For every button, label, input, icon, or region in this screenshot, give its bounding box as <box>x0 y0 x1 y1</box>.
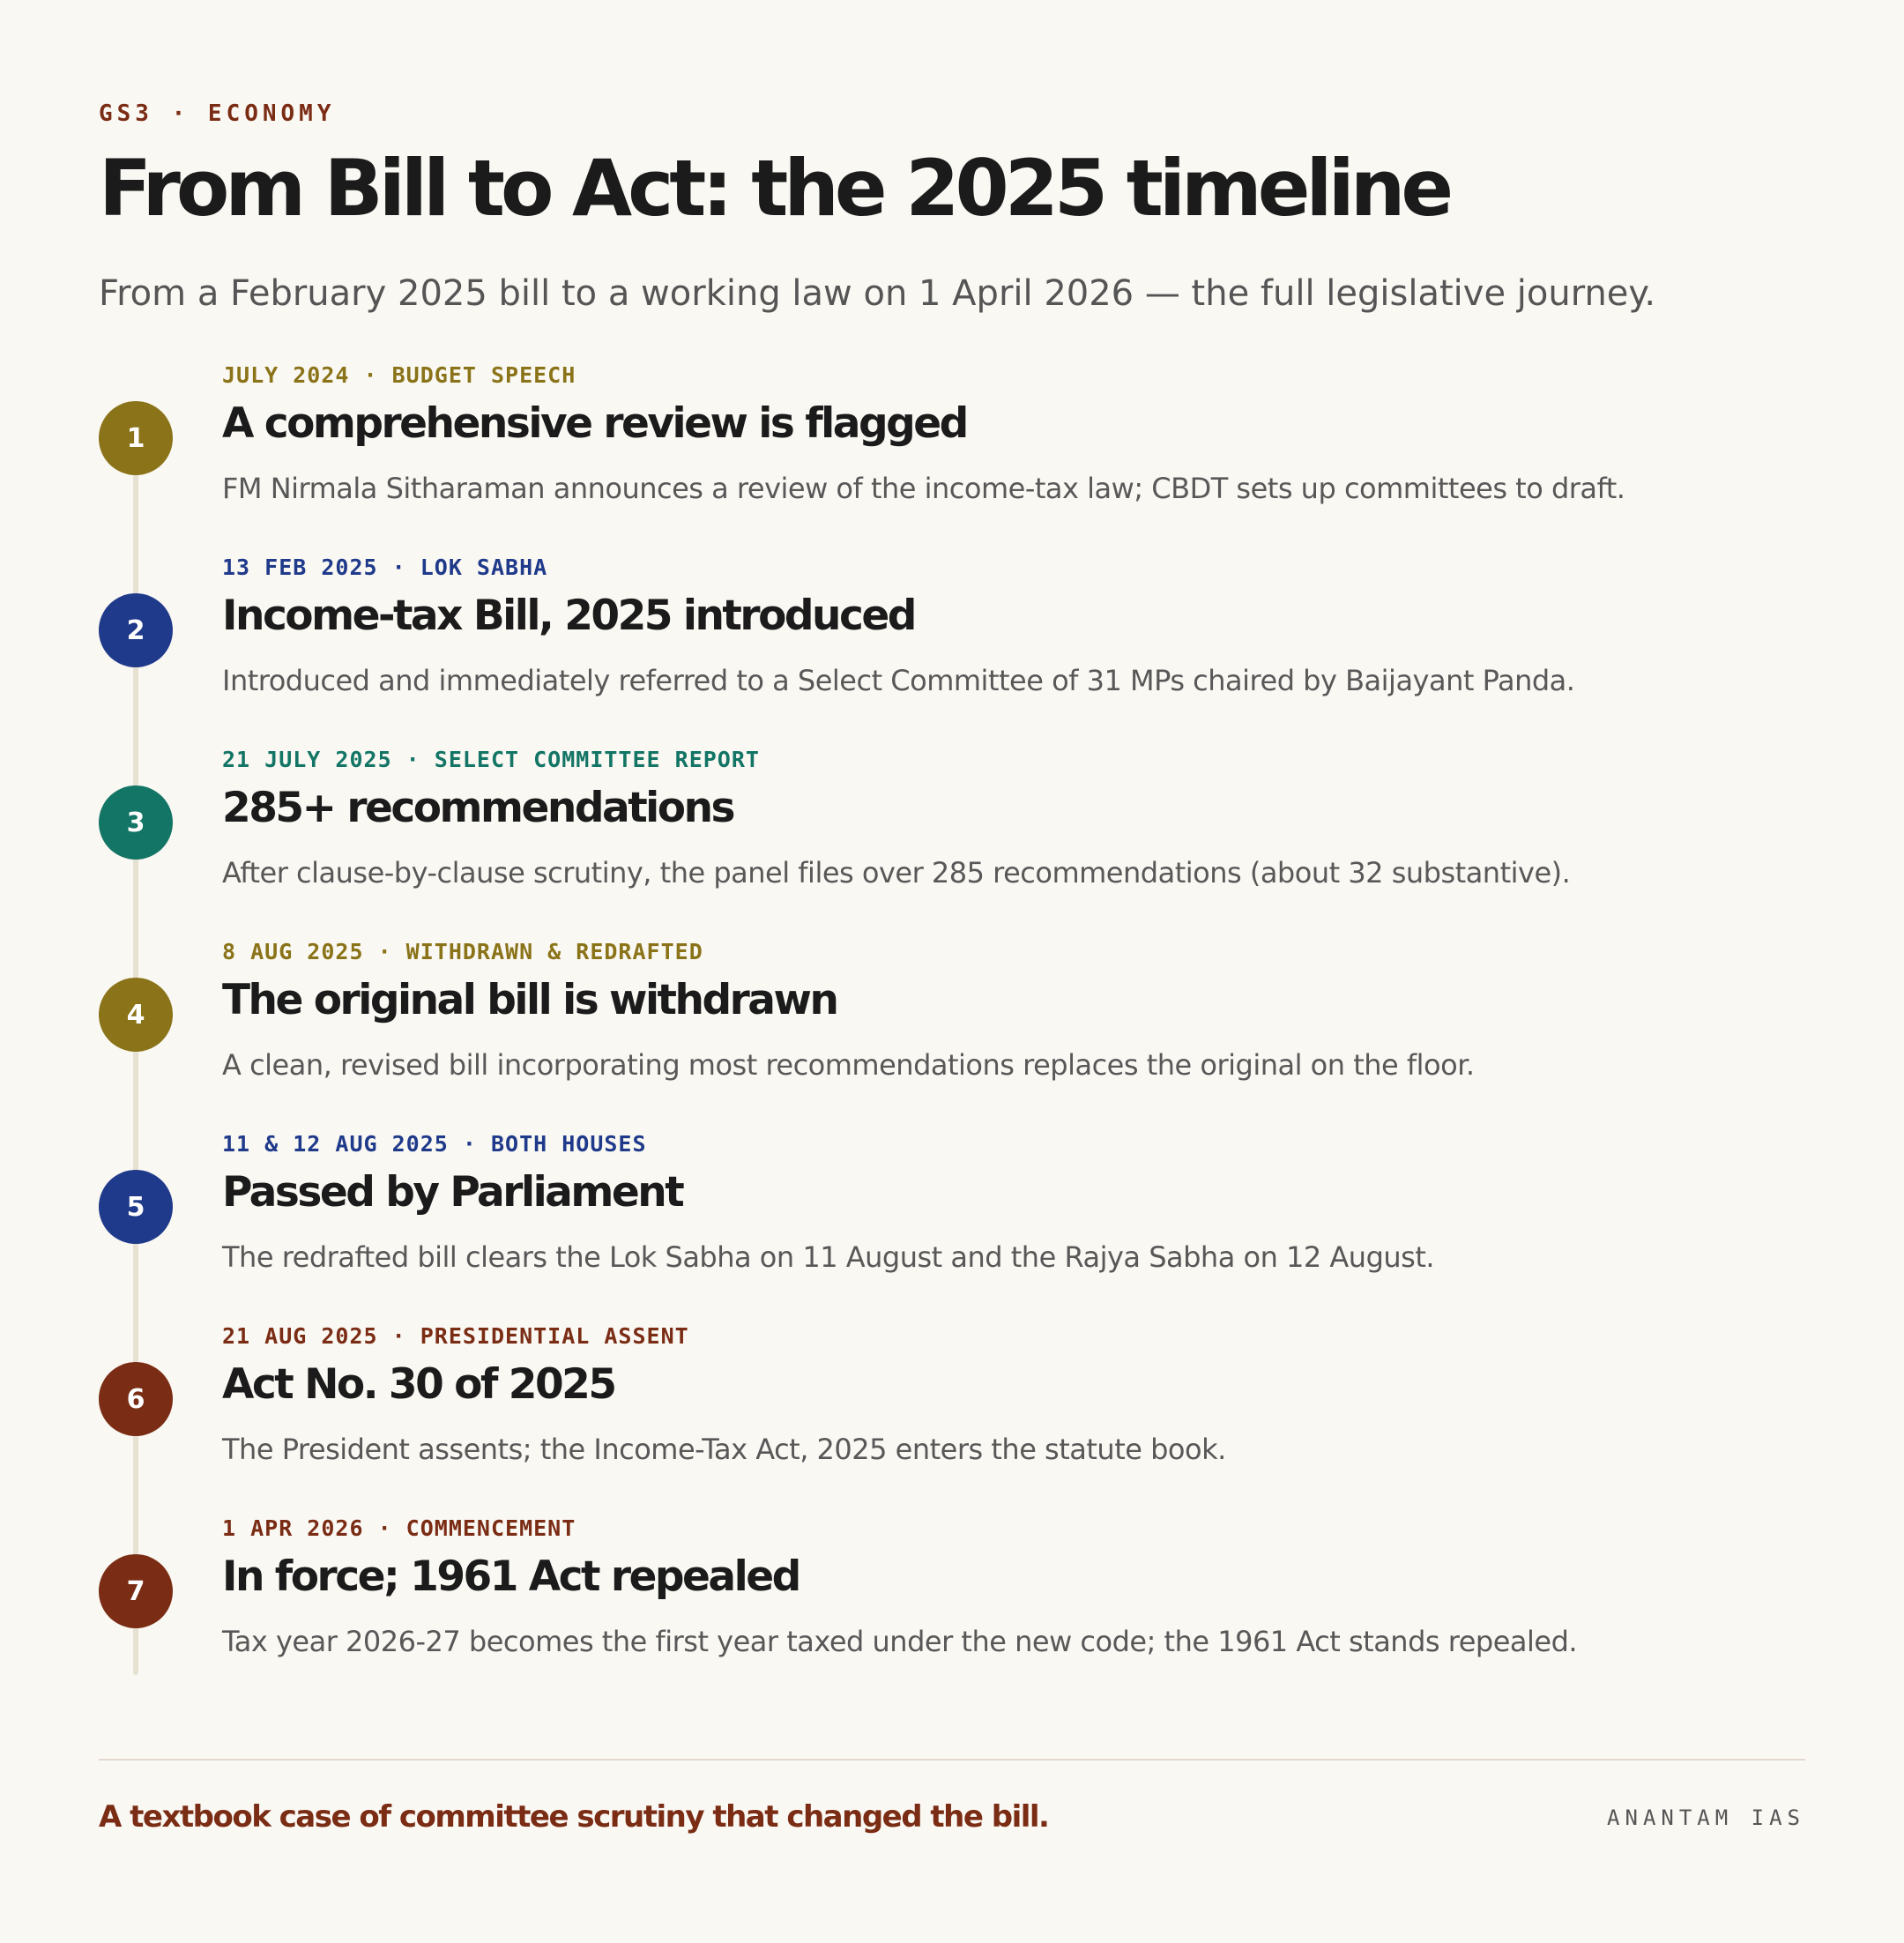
timeline-page <box>99 0 1805 1943</box>
step-number-badge: 2 <box>99 593 173 667</box>
step-date-label: JULY 2024 · BUDGET SPEECH <box>222 362 576 388</box>
page-title: From Bill to Act: the 2025 timeline <box>99 143 1450 234</box>
page-subtitle: From a February 2025 bill to a working law on 1 April 2026 — the full legislative journey. <box>99 273 1656 314</box>
step-description: After clause-by-clause scrutiny, the panel files over 285 recommendations (about 32 substantive). <box>222 856 1571 890</box>
step-title: Income-tax Bill, 2025 introduced <box>222 592 915 640</box>
step-description: The redrafted bill clears the Lok Sabha on 11 August and the Rajya Sabha on 12 August. <box>222 1240 1435 1274</box>
step-number-badge: 6 <box>99 1362 173 1436</box>
timeline-step-7 <box>99 1515 1805 1746</box>
step-date-label: 8 AUG 2025 · WITHDRAWN & REDRAFTED <box>222 939 703 964</box>
step-description: Introduced and immediately referred to a Select Committee of 31 MPs chaired by Baijayant Panda. <box>222 664 1575 697</box>
footer-takeaway: A textbook case of committee scrutiny that changed the bill. <box>99 1799 1049 1835</box>
step-number-badge: 7 <box>99 1554 173 1628</box>
step-title: A comprehensive review is flagged <box>222 399 967 448</box>
step-date-label: 13 FEB 2025 · LOK SABHA <box>222 555 548 580</box>
step-date-label: 1 APR 2026 · COMMENCEMENT <box>222 1515 576 1541</box>
step-title: 285+ recommendations <box>222 784 734 832</box>
step-title: In force; 1961 Act repealed <box>222 1552 800 1601</box>
section-kicker: GS3 · ECONOMY <box>99 100 336 127</box>
step-description: FM Nirmala Sitharaman announces a review of the income-tax law; CBDT sets up committees to draft. <box>222 472 1625 505</box>
step-number-badge: 3 <box>99 785 173 860</box>
step-title: The original bill is withdrawn <box>222 976 837 1024</box>
step-title: Act No. 30 of 2025 <box>222 1360 615 1409</box>
step-date-label: 11 & 12 AUG 2025 · BOTH HOUSES <box>222 1131 647 1157</box>
step-number-badge: 1 <box>99 401 173 475</box>
step-date-label: 21 AUG 2025 · PRESIDENTIAL ASSENT <box>222 1323 689 1349</box>
step-title: Passed by Parliament <box>222 1168 683 1217</box>
brand-label: ANANTAM IAS <box>1607 1805 1805 1830</box>
step-description: Tax year 2026-27 becomes the first year taxed under the new code; the 1961 Act stands repealed. <box>222 1625 1578 1658</box>
step-number-badge: 4 <box>99 978 173 1052</box>
step-description: A clean, revised bill incorporating most recommendations replaces the original on the floor. <box>222 1048 1475 1082</box>
step-number-badge: 5 <box>99 1170 173 1244</box>
step-date-label: 21 JULY 2025 · SELECT COMMITTEE REPORT <box>222 747 760 772</box>
footer-divider <box>99 1759 1805 1761</box>
step-description: The President assents; the Income-Tax Act, 2025 enters the statute book. <box>222 1433 1226 1466</box>
